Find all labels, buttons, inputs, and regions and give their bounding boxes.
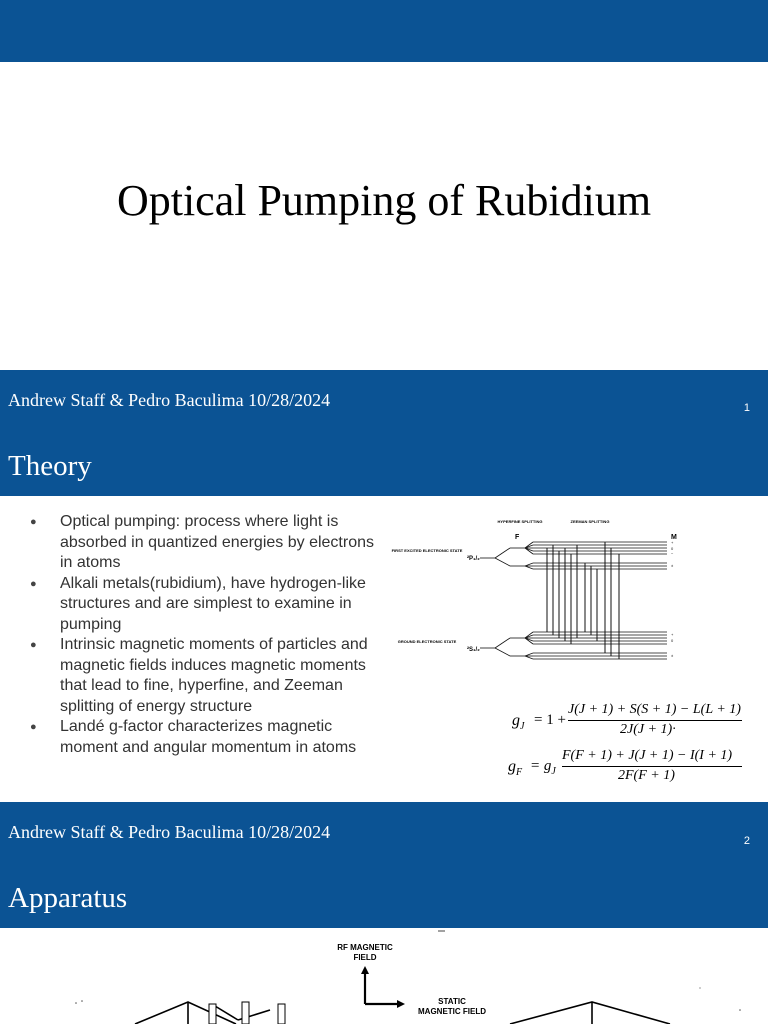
ground-state-label: GROUND ELECTRONIC STATE xyxy=(397,639,457,644)
lande-gj-equation: $g_J$ = 1 + J(J + 1) + S(S + 1) − L(L + 1) 2J(J + 1)· xyxy=(512,702,741,737)
static-field-label-line2: MAGNETIC FIELD xyxy=(418,1007,486,1016)
ground-term: ²S₁/₂ xyxy=(467,647,480,653)
svg-text:−: − xyxy=(671,551,674,556)
transition-lines xyxy=(547,542,619,659)
slide-heading-theory: Theory xyxy=(8,450,92,482)
static-field-label-line1: STATIC xyxy=(438,997,466,1006)
zeeman-label: ZEEMAN SPLITTING xyxy=(570,519,610,524)
apparatus-right-stand xyxy=(510,1002,670,1024)
page-number: 2 xyxy=(743,835,750,847)
apparatus-diagram xyxy=(0,928,768,1024)
slide-separator-band-1 xyxy=(0,370,768,496)
m-values xyxy=(671,540,674,658)
excited-term: ²P₁/₂ xyxy=(467,556,480,562)
page-number: 1 xyxy=(743,402,750,414)
slide-title: Optical Pumping of Rubidium xyxy=(116,176,652,225)
svg-text:+: + xyxy=(671,540,674,545)
M-label: M xyxy=(671,534,677,541)
slide-footer: Andrew Staff & Pedro Baculima 10/28/2024 xyxy=(8,822,331,842)
bullet-item: ● Intrinsic magnetic moments of particles and magnetic fields induces magnetic moments that lead to fine, hyperfine, and Zeeman splitting of energy structure xyxy=(30,635,380,717)
rf-field-label-line1: RF MAGNETIC xyxy=(337,943,393,952)
excited-state-label: FIRST EXCITED ELECTRONIC STATE xyxy=(391,548,463,553)
rf-field-label-line2: FIELD xyxy=(353,953,377,962)
slide-separator-band-2 xyxy=(0,802,768,928)
apparatus-coils xyxy=(209,1002,285,1024)
bullet-item: ● Landé g-factor characterizes magnetic moment and angular momentum in atoms xyxy=(30,717,380,758)
lande-gf-equation: $g_F$ = $g_J$ F(F + 1) + J(J + 1) − I(I + 1) 2F(F + 1) xyxy=(508,746,758,786)
apparatus-left-stand xyxy=(135,1002,270,1024)
bullet-item: ● Optical pumping: process where light is absorbed in quantized energies by electrons in atoms xyxy=(30,512,380,574)
static-arrow-head xyxy=(397,1000,405,1008)
svg-text:±: ± xyxy=(671,653,674,658)
bullet-item: ● Alkali metals(rubidium), have hydrogen-like structures and are simplest to examine in pumping xyxy=(30,574,380,636)
slide1-top-band xyxy=(0,0,768,62)
svg-text:0: 0 xyxy=(671,546,674,551)
field-axes-arrows xyxy=(365,972,398,1004)
excited-splitting xyxy=(480,542,667,569)
hyperfine-label: HYPERFINE SPLITTING xyxy=(497,519,543,524)
ground-splitting xyxy=(480,632,667,659)
svg-text:±: ± xyxy=(671,563,674,568)
rf-arrow-head xyxy=(361,966,369,974)
svg-text:0: 0 xyxy=(671,638,674,643)
bullet-list xyxy=(30,512,380,758)
F-label: F xyxy=(515,534,520,541)
slide-footer: Andrew Staff & Pedro Baculima 10/28/2024 xyxy=(8,390,331,410)
energy-level-diagram xyxy=(391,510,695,670)
svg-text:+: + xyxy=(671,632,674,637)
slide-heading-apparatus: Apparatus xyxy=(8,882,128,914)
